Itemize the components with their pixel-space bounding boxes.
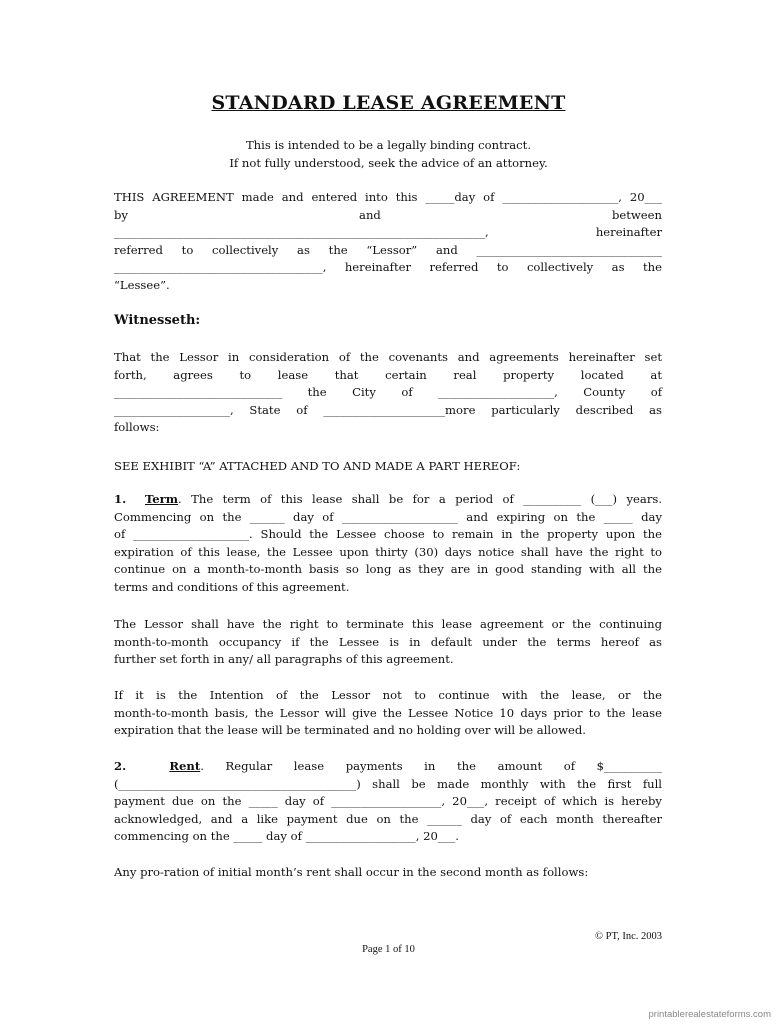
text-line: forth, agrees to lease that certain real property located at xyxy=(114,367,662,382)
text-line: Any pro-ration of initial month’s rent shall occur in the second month as follows: xyxy=(114,865,589,879)
text-line: THIS AGREEMENT made and entered into this _____day of ____________________, 20___ xyxy=(114,190,662,204)
section-heading: Term xyxy=(144,492,179,506)
text-line: of ____________________. Should the Lessee choose to remain in the property upon the xyxy=(114,527,662,542)
text-line: acknowledged, and a like payment due on the ______ day of each month thereafter xyxy=(114,811,662,826)
section-heading: Rent xyxy=(169,759,201,773)
text-line: continue on a month-to-month basis so long as they are in good standing with all the xyxy=(114,562,662,577)
text-line: That the Lessor in consideration of the covenants and agreements hereinafter set xyxy=(114,350,662,364)
section-rent xyxy=(114,758,662,846)
witnesseth-heading: Witnesseth: xyxy=(114,313,201,328)
text-line: The Lessor shall have the right to terminate this lease agreement or the continuing xyxy=(114,617,662,631)
text-line: expiration of this lease, the Lessee upon thirty (30) days notice shall have the right to xyxy=(114,544,662,559)
text-line: Commencing on the ______ day of ____________________ and expiring on the _____ day xyxy=(114,509,662,524)
text-line: month-to-month basis, the Lessor will give the Lessee Notice 10 days prior to the lease xyxy=(114,705,662,720)
watermark-text: printablerealestateforms.com xyxy=(648,1009,771,1020)
intro-paragraph xyxy=(114,189,662,295)
text-line: month-to-month occupancy if the Lessee is in default under the terms hereof as xyxy=(114,634,662,649)
text-line: commencing on the _____ day of ___________________, 20___. xyxy=(114,829,459,844)
text-line: If it is the Intention of the Lessor not to continue with the lease, or the xyxy=(114,688,662,702)
text-fragment: . Regular lease payments in the amount of $__________ xyxy=(200,759,662,773)
section-number: 1. xyxy=(114,492,127,506)
subtitle-line: If not fully understood, seek the advice of an attorney. xyxy=(229,155,548,170)
text-line: by and between xyxy=(114,207,662,222)
terminate-paragraph xyxy=(114,616,662,669)
exhibit-note: SEE EXHIBIT “A” ATTACHED AND TO AND MADE A PART HEREOF: xyxy=(114,459,521,473)
text-line: ____________________, State of _____________________more particularly described as xyxy=(114,402,662,417)
text-line: _____________________________ the City of ____________________, County of xyxy=(114,385,662,400)
property-paragraph xyxy=(114,349,662,437)
text-line xyxy=(114,491,662,509)
document-subtitle xyxy=(0,137,777,172)
text-line: ________________________________________________________________, hereinafter xyxy=(114,225,662,240)
section-number: 2. xyxy=(114,759,127,773)
text-line: payment due on the _____ day of ___________________, 20___, receipt of which is hereby xyxy=(114,794,662,809)
text-line: “Lessee”. xyxy=(114,277,170,292)
text-line: ____________________________________, hereinafter referred to collectively as the xyxy=(114,260,662,275)
subtitle-line: This is intended to be a legally binding contract. xyxy=(245,138,532,152)
text-line: (_________________________________________) shall be made monthly with the first full xyxy=(114,776,662,791)
text-line: further set forth in any/ all paragraphs of this agreement. xyxy=(114,652,454,667)
intention-paragraph xyxy=(114,687,662,740)
text-line: referred to collectively as the “Lessor” and ________________________________ xyxy=(114,242,662,257)
text-line: expiration that the lease will be terminated and no holding over will be allowed. xyxy=(114,723,586,738)
document-title: STANDARD LEASE AGREEMENT xyxy=(211,92,566,114)
proration-paragraph xyxy=(114,864,662,882)
page-number: Page 1 of 10 xyxy=(362,944,415,955)
copyright-notice: © PT, Inc. 2003 xyxy=(595,931,662,942)
text-fragment: . The term of this lease shall be for a period of __________ (___) years. xyxy=(178,492,663,506)
text-line: terms and conditions of this agreement. xyxy=(114,579,350,594)
text-line xyxy=(114,758,662,776)
section-term xyxy=(114,491,662,597)
text-line: follows: xyxy=(114,420,160,435)
